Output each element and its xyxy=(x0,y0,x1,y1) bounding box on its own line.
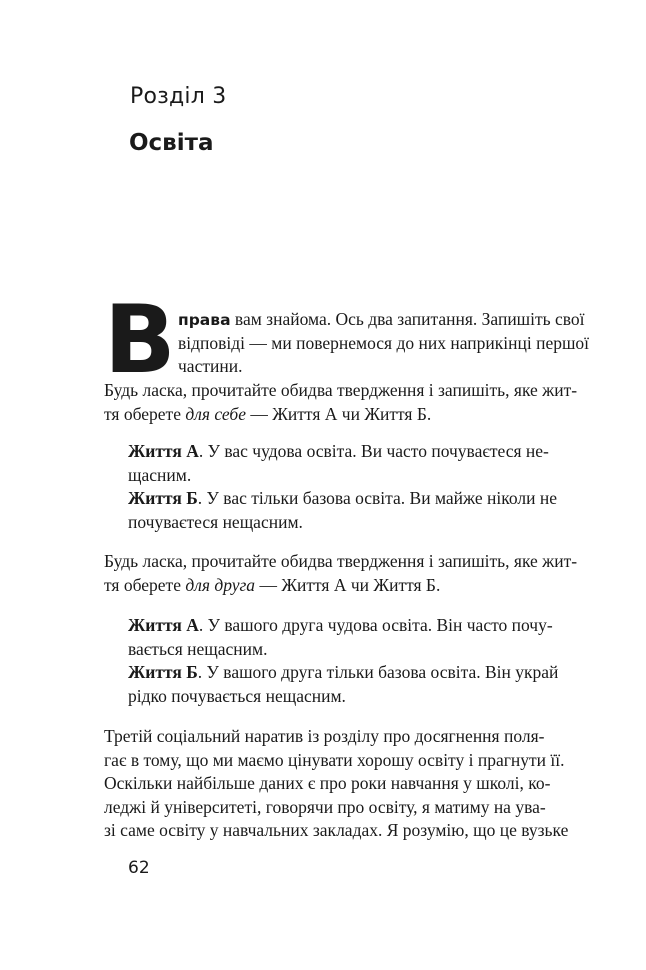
body-line: Оскільки найбільше даних є про роки навчання у школі, ко- xyxy=(104,773,551,794)
para-self xyxy=(104,379,578,426)
friend-options xyxy=(128,614,558,708)
body-paragraph xyxy=(104,725,569,843)
option-b-label: Життя Б xyxy=(128,662,198,683)
chapter-title: Освіта xyxy=(129,130,214,156)
option-a-label: Життя А xyxy=(128,441,199,461)
body-line: Третій соціальний наратив із розділу про досягнення поля- xyxy=(104,726,545,746)
intro-line-3: частини. xyxy=(178,356,243,377)
self-option-a: Життя А. У вас чудова освіта. Ви часто почуваєтеся не- xyxy=(128,441,549,461)
drop-cap: В xyxy=(104,286,176,395)
para-self-line-1: Будь ласка, прочитайте обидва твердження і запишіть, яке жит- xyxy=(104,380,578,400)
lead-word: права xyxy=(178,311,231,329)
intro-paragraph xyxy=(178,308,590,379)
para-friend xyxy=(104,550,578,597)
friend-option-b: Життя Б. У вашого друга тільки базова освіта. Він украй xyxy=(128,662,559,683)
self-option-b: Життя Б. У вас тільки базова освіта. Ви майже ніколи не xyxy=(128,488,558,509)
friend-option-b-cont: рідко почувається нещасним. xyxy=(128,685,346,706)
body-line: леджі й університеті, говорячи про освіту, я матиму на ува- xyxy=(104,796,546,817)
para-friend-line-2: тя оберете для друга — Життя А чи Життя Б. xyxy=(104,574,441,595)
para-friend-line-1: Будь ласка, прочитайте обидва твердження і запишіть, яке жит- xyxy=(104,551,578,571)
option-a-label: Життя А xyxy=(128,615,199,635)
friend-option-a-cont: вається нещасним. xyxy=(128,638,268,659)
self-option-a-cont: щасним. xyxy=(128,464,192,485)
chapter-label: Розділ 3 xyxy=(130,84,227,109)
para-self-line-2: тя оберете для себе — Життя А чи Життя Б. xyxy=(104,403,432,424)
body-line: гає в тому, що ми маємо цінувати хорошу освіту і прагнути її. xyxy=(104,749,565,770)
page-number: 62 xyxy=(128,858,150,878)
intro-line-2: відповіді — ми повернемося до них наприкінці першої xyxy=(178,332,590,353)
self-option-b-cont: почуваєтеся нещасним. xyxy=(128,511,303,532)
friend-option-a: Життя А. У вашого друга чудова освіта. Він часто почу- xyxy=(128,615,553,635)
intro-line-1: права вам знайома. Ось два запитання. Запишіть свої xyxy=(178,309,585,329)
self-options xyxy=(128,440,558,534)
body-line: зі саме освіту у навчальних закладах. Я розумію, що це вузьке xyxy=(104,820,569,841)
option-b-label: Життя Б xyxy=(128,488,198,509)
